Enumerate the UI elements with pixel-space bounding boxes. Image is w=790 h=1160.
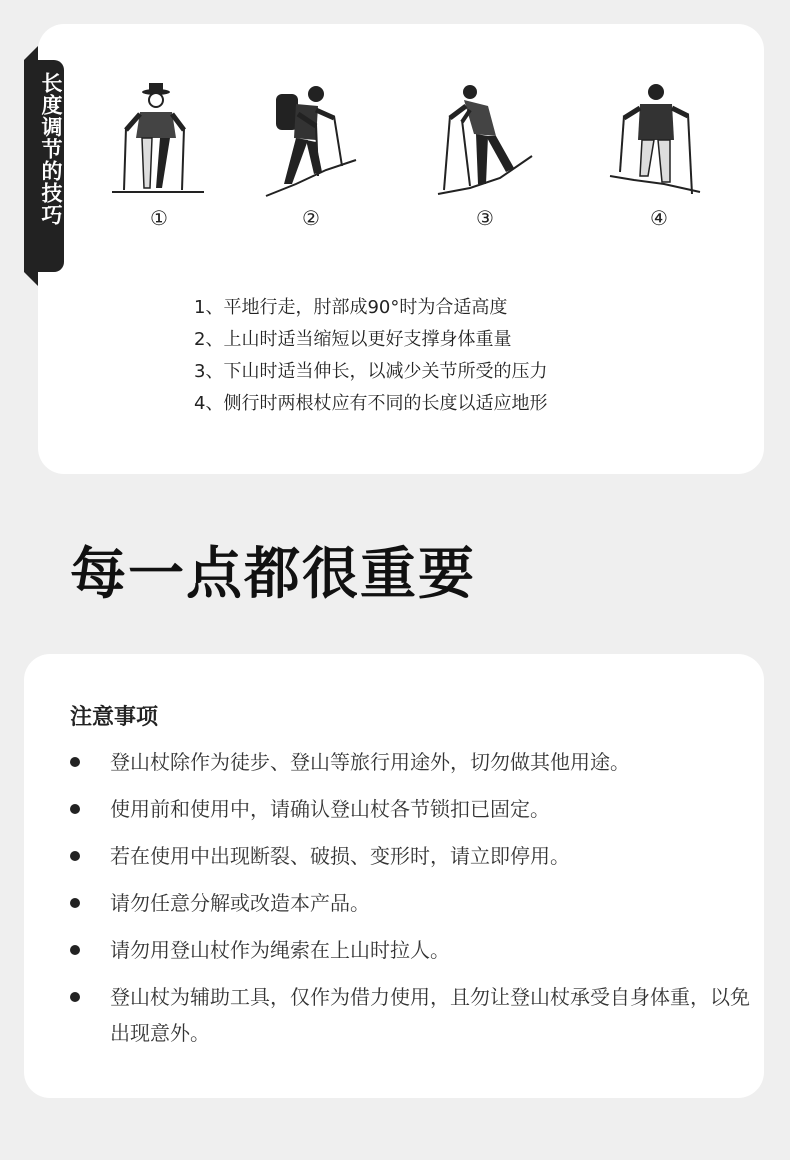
bullet-icon [70,898,80,908]
tip-item: 3、下山时适当伸长，以减少关节所受的压力 [194,361,548,382]
bullet-icon [70,757,80,767]
note-text: 若在使用中出现断裂、破损、变形时，请立即停用。 [110,844,570,868]
hiker-uphill-icon [256,80,366,200]
notes-list [70,744,750,1062]
bullet-icon [70,992,80,1002]
note-item [70,885,750,921]
note-text: 请勿任意分解或改造本产品。 [110,891,370,915]
hiker-flat-icon [104,80,214,200]
figure-flat-walking [104,80,214,230]
tip-item: 1、平地行走，肘部成90°时为合适高度 [194,297,508,318]
bullet-icon [70,851,80,861]
notes-title: 注意事项 [70,705,159,730]
note-text: 登山杖除作为徒步、登山等旅行用途外，切勿做其他用途。 [110,750,630,774]
figure-number: ④ [650,206,668,230]
figure-number: ② [302,206,320,230]
note-text: 使用前和使用中，请确认登山杖各节锁扣已固定。 [110,797,550,821]
adjustment-tips [194,292,547,420]
bullet-icon [70,945,80,955]
note-text: 登山杖为辅助工具，仅作为借力使用，且勿让登山杖承受自身体重，以免出现意外。 [110,985,750,1045]
note-item [70,932,750,968]
hiker-side-slope-icon [604,80,714,200]
note-text: 请勿用登山杖作为绳索在上山时拉人。 [110,938,450,962]
tip-item: 4、侧行时两根杖应有不同的长度以适应地形 [194,393,548,414]
note-item [70,838,750,874]
figure-number: ③ [476,206,494,230]
hiker-downhill-icon [430,80,540,200]
headline: 每一点都很重要 [70,542,476,607]
tip-item: 2、上山时适当缩短以更好支撑身体重量 [194,329,512,350]
bullet-icon [70,804,80,814]
figure-downhill [430,80,540,230]
figure-side-slope [604,80,714,230]
figure-number: ① [150,206,168,230]
note-item [70,979,750,1051]
note-item [70,791,750,827]
note-item [70,744,750,780]
section-tab-label: 长度调节的技巧 [39,72,63,226]
section-tab [24,60,64,272]
figure-uphill [256,80,366,230]
